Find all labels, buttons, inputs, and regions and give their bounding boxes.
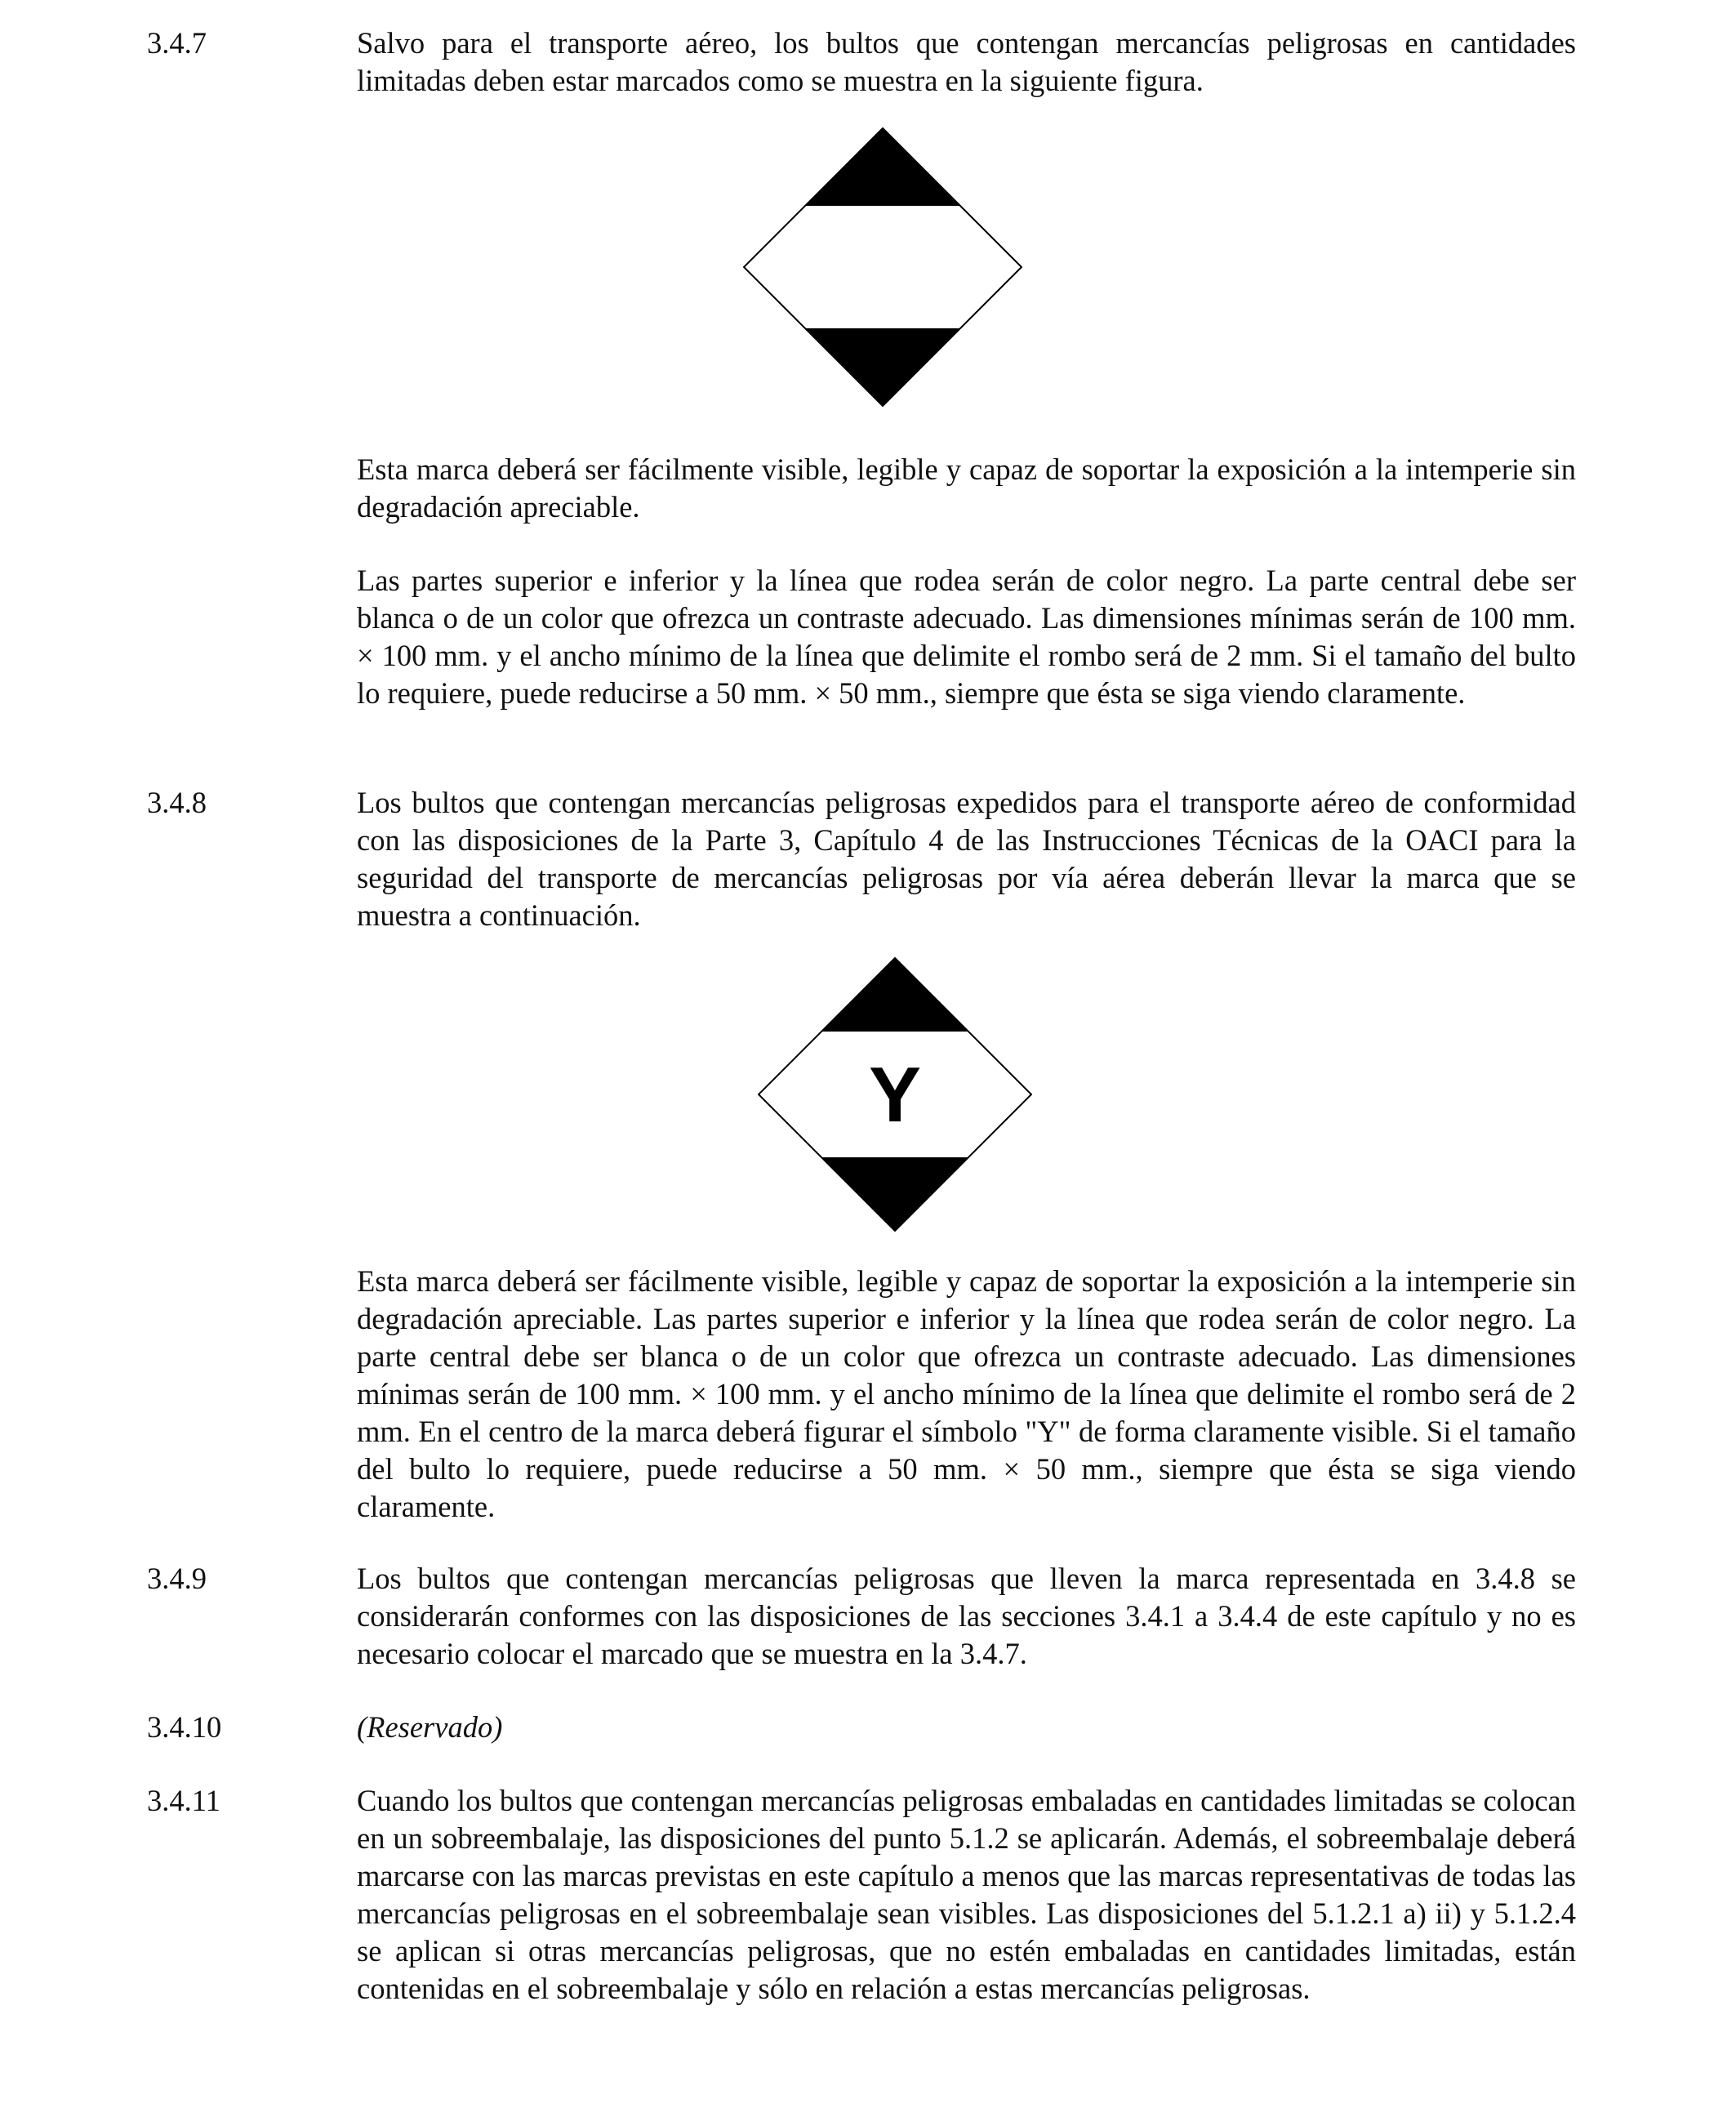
air-limited-quantity-mark [758,957,1032,1232]
section-intro: Los bultos que contengan mercancías peligrosas expedidos para el transporte aéreo de conformidad con las disposiciones de la Parte 3, Capítulo 4 de las Instrucciones Técnicas de la OACI para la seguridad del transporte de mercancías peligrosas por vía aérea deberán llevar la marca que se muestra a continuación. [357,786,1576,932]
section-number: 3.4.8 [147,786,207,819]
section-intro: (Reservado) [357,1710,503,1744]
section-number: 3.4.9 [147,1562,207,1595]
section-number: 3.4.7 [147,26,207,60]
section-intro: Los bultos que contengan mercancías peligrosas que lleven la marca representada en 3.4.8 se considerarán conformes con las disposiciones de las secciones 3.4.1 a 3.4.4 de este capítulo y no es necesario colocar el marcado que se muestra en la 3.4.7. [357,1562,1576,1670]
section-body [357,784,1576,934]
paragraph: Las partes superior e inferior y la línea que rodea serán de color negro. La parte central debe ser blanca o de un color que ofrezca un contraste adecuado. Las dimensiones mínimas serán de 100 mm. × 100 mm. y el ancho mínimo de la línea que delimite el rombo será de 2 mm. Si el tamaño del bulto lo requiere, puede reducirse a 50 mm. × 50 mm., siempre que ésta se siga viendo claramente. [357,564,1576,710]
paragraph: Esta marca deberá ser fácilmente visible, legible y capaz de soportar la exposición a la intemperie sin degradación apreciable. [357,452,1576,524]
section-intro: Salvo para el transporte aéreo, los bultos que contengan mercancías peligrosas en cantidades limitadas deben estar marcados como se muestra en la siguiente figura. [357,26,1576,97]
section-body [357,451,1576,712]
section-number: 3.4.11 [147,1784,220,1817]
section-body [357,1560,1576,1673]
limited-quantity-mark [743,127,1022,407]
mark-symbol: Y [868,1051,922,1139]
section-intro: Cuando los bultos que contengan mercancías peligrosas embaladas en cantidades limitadas se colocan en un sobreembalaje, las disposiciones del punto 5.1.2 se aplicarán. Además, el sobreembalaje deberá marcarse con las marcas previstas en este capítulo a menos que las marcas representativas de todas las mercancías peligrosas en el sobreembalaje sean visibles. Las disposiciones del 5.1.2.1 a) ii) y 5.1.2.4 se aplican si otras mercancías peligrosas, que no estén embaladas en cantidades limitadas, están contenidas en el sobreembalaje y sólo en relación a estas mercancías peligrosas. [357,1784,1576,2005]
section-number: 3.4.10 [147,1710,222,1744]
section-body [357,1782,1576,2008]
section-body [357,1263,1576,1526]
section-body [357,1709,1576,1746]
paragraph: Esta marca deberá ser fácilmente visible, legible y capaz de soportar la exposición a la intemperie sin degradación apreciable. Las partes superior e inferior y la línea que rodea serán de color negro. La parte central debe ser blanca o de un color que ofrezca un contraste adecuado. Las dimensiones mínimas serán de 100 mm. × 100 mm. y el ancho mínimo de la línea que delimite el rombo será de 2 mm. En el centro de la marca deberá figurar el símbolo "Y" de forma claramente visible. Si el tamaño del bulto lo requiere, puede reducirse a 50 mm. × 50 mm., siempre que ésta se siga viendo claramente. [357,1264,1576,1523]
section-body [357,25,1576,100]
